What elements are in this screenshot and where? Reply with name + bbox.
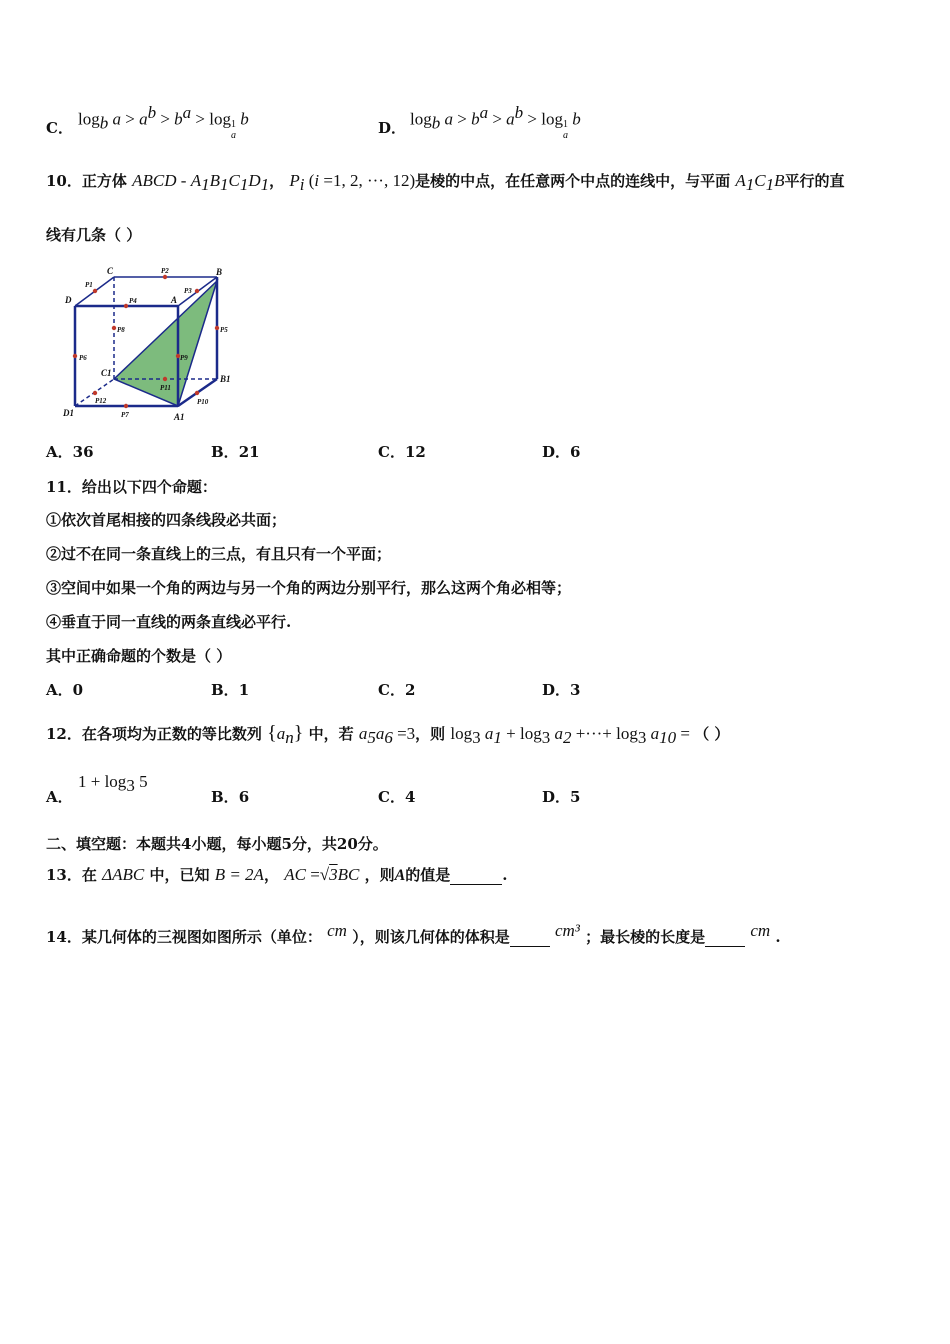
label-c1: C1 [101,368,112,378]
q12-line [46,722,729,748]
label-p12: P12 [95,397,107,405]
q12-text-2: 中，若 [308,725,354,743]
q11-option-d: D．3 [542,681,581,699]
q9-option-c-expr: $\log_b a > a^b > b^a > \log 1$ a b [78,103,249,142]
label-p4: P4 [129,297,137,305]
label-p11: P11 [160,384,171,392]
q10-cube-figure [60,262,240,424]
q14-length-blank[interactable] [705,928,745,947]
q10-option-b: B．21 [211,443,260,461]
point-p5 [215,326,219,330]
q13-cond-1: B = 2A [214,865,264,884]
q10-option-c: C．12 [378,443,426,461]
label-p7: P7 [121,411,129,419]
q12-text-3: ，则 [415,725,446,743]
q13-text-2: 中，已知 [149,866,210,884]
label-c: C [107,266,114,276]
q13-cond-2: AC =√3BC [284,865,360,884]
q13-line [46,864,508,885]
q14-volume-blank[interactable] [510,928,550,947]
q10-points: $P_i$ (i =1, 2, ···, 12) [289,171,416,194]
label-d: D [65,295,72,305]
label-p1: P1 [85,281,93,289]
point-p10 [195,391,199,395]
q9-option-d-label: D． [378,119,407,137]
q13-text-1: 在 [81,866,97,884]
q13-var: A [394,867,406,884]
q14-line [46,921,781,947]
q13-text-3: ，则 [364,866,395,884]
q12-option-a-value: $1 + \log_3 5$ [78,772,148,796]
point-p12 [93,391,97,395]
label-p2: P2 [161,267,169,275]
q11-question: 其中正确命题的个数是（ ） [46,647,232,665]
q10-option-d: D．6 [542,443,581,461]
q10-option-a: A．36 [46,443,94,461]
q10-line-1 [46,170,845,195]
q10-plane: $A_1C_1B$ [735,171,785,194]
label-p3: P3 [184,287,192,295]
point-p8 [112,326,116,330]
q14-text-3: ；最长棱的长度是 [585,928,706,946]
q14-number: 14． [46,928,82,946]
q13-answer-blank[interactable] [450,866,502,885]
q9-option-c-label: C． [46,119,73,137]
q10-text-4: 线有几条（ ） [46,226,142,244]
section-2-title: 二、填空题：本题共4小题，每小题5分，共20分。 [46,835,388,853]
q11-statement-4: ④垂直于同一直线的两条直线必平行. [46,613,292,631]
q14-text-1: 某几何体的三视图如图所示（单位： [81,928,322,946]
q10-number: 10． [46,172,82,190]
point-p7 [124,404,128,408]
point-p6 [73,354,77,358]
q14-text-2: ），则该几何体的体积是 [352,928,510,946]
q13-end: . [502,866,508,884]
q13-number: 13． [46,866,82,884]
q13-sep: ， [263,866,279,884]
q14-unit-1: cm [327,921,347,940]
label-p10: P10 [197,398,209,406]
label-a: A [171,295,178,305]
label-b1: B1 [220,374,231,384]
label-d1: D1 [63,408,74,418]
q11-title: 11．给出以下四个命题： [46,478,217,496]
q12-option-a-label: A． [46,788,73,806]
q11-statement-1: ①依次首尾相接的四条线段必共面； [46,511,287,529]
label-a1: A1 [174,412,185,422]
q12-text-4: （ ） [694,725,730,743]
q13-triangle: ΔABC [102,865,145,884]
q13-text-4: 的值是 [405,866,451,884]
q14-unit-3: cm [750,921,771,940]
q12-option-c: C．4 [378,788,416,806]
label-p6: P6 [79,354,87,362]
q12-seq: $\{a_n\}$ [267,722,304,747]
q11-option-b: B．1 [211,681,250,699]
label-b: B [216,267,223,277]
q11-option-a: A．0 [46,681,84,699]
q12-number: 12． [46,725,82,743]
q11-statement-2: ②过不在同一条直线上的三点，有且只有一个平面； [46,545,392,563]
q12-option-d: D．5 [542,788,581,806]
point-p4 [124,304,128,308]
q14-end: . [775,928,781,946]
q12-cond: $a_5a_6 =3$ [358,724,416,747]
q12-expr: $\log_3 a_1 + \log_3 a_2$ +···+ $\log_3 a_{10}$ = [450,724,695,747]
q10-text-1: 正方体 [81,172,127,190]
point-p2 [163,275,167,279]
q10-text-2: 是棱的中点，在任意两个中点的连线中，与平面 [415,172,731,190]
q14-unit-2: cm³ [554,921,580,940]
point-p11 [163,377,167,381]
label-p9: P9 [180,354,188,362]
q9-option-d-expr: $\log_b a > b^a > a^b > \log 1$ a b [410,103,581,142]
q12-option-b: B．6 [211,788,250,806]
label-p5: P5 [220,326,228,334]
label-p8: P8 [117,326,125,334]
q12-text-1: 在各项均为正数的等比数列 [81,725,262,743]
point-p1 [93,289,97,293]
q10-sep: ， [269,172,285,190]
q11-option-c: C．2 [378,681,416,699]
point-p3 [195,289,199,293]
q10-cube-name: ABCD - $A_1B_1C_1D_1$ [132,171,270,194]
q11-statement-3: ③空间中如果一个角的两边与另一个角的两边分别平行，那么这两个角必相等； [46,579,572,597]
q10-text-3: 平行的直 [784,172,845,190]
